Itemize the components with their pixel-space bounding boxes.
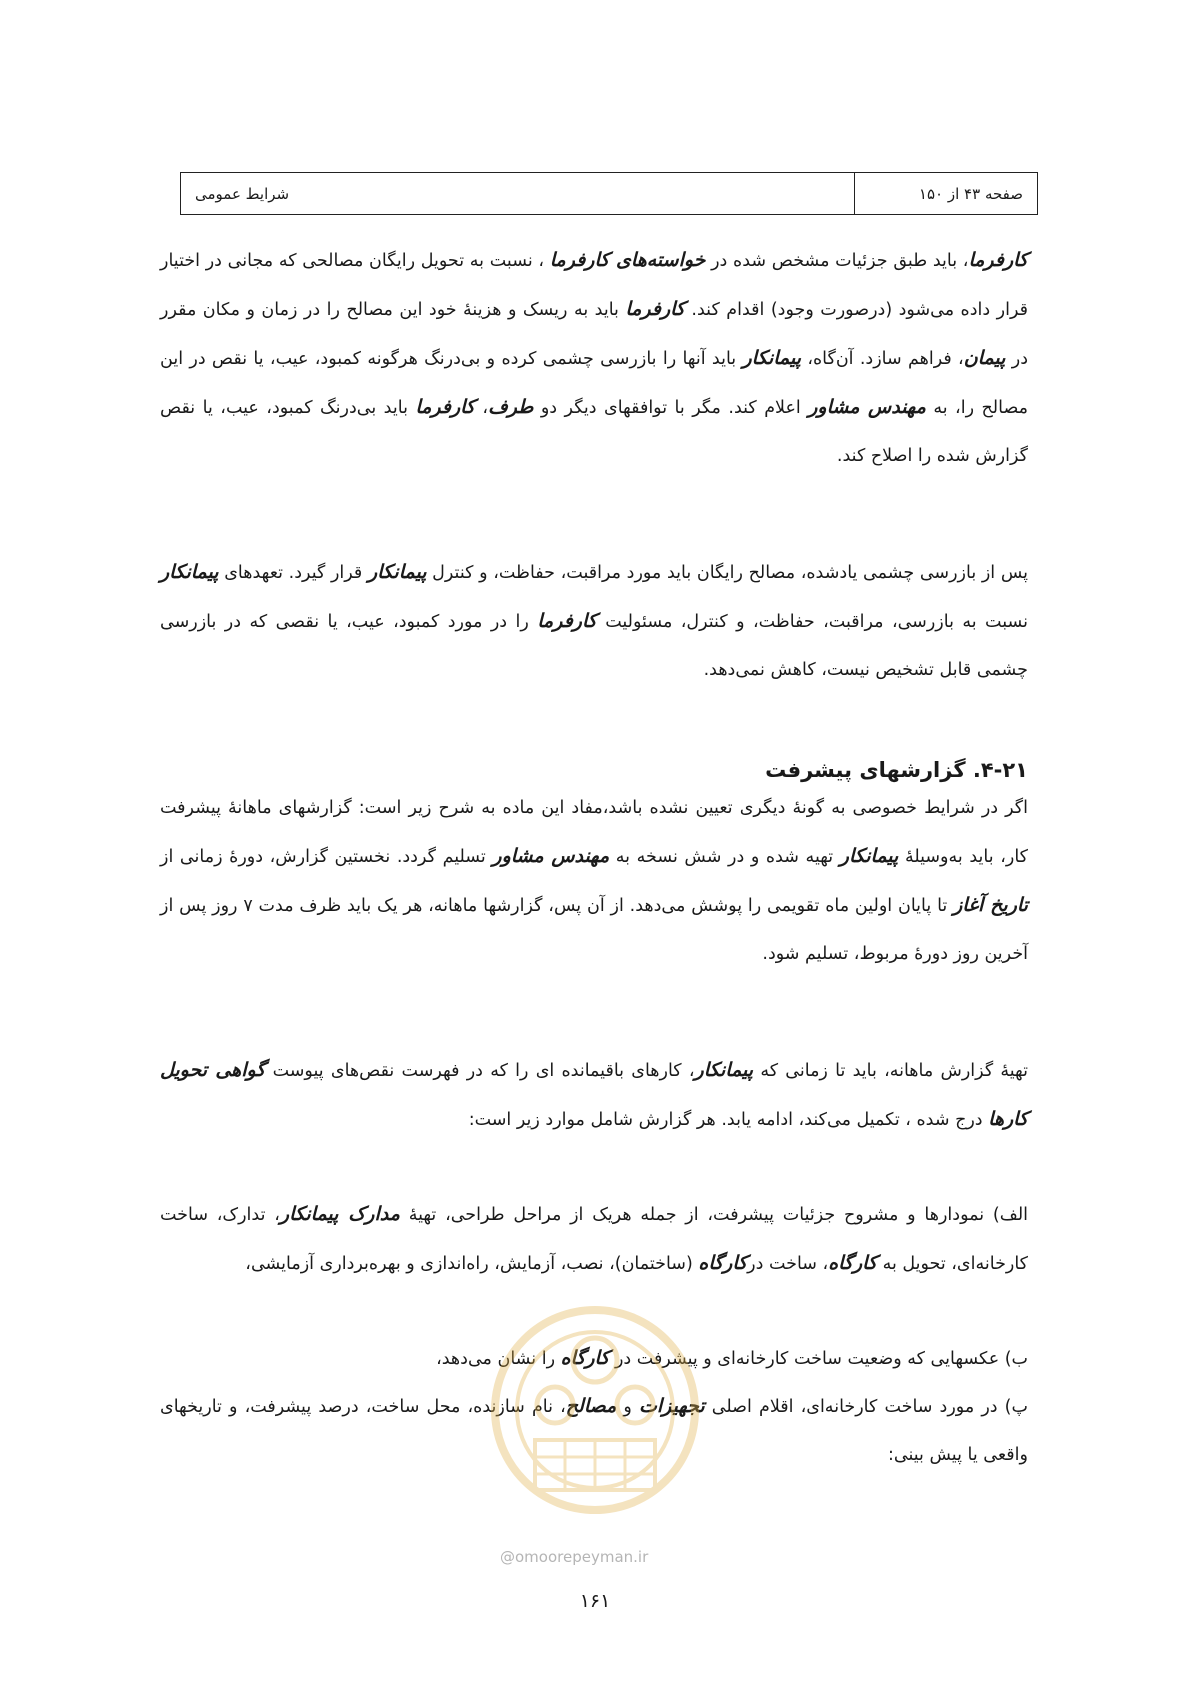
text: ، [474, 398, 489, 418]
text: تهیه شده و در شش نسخه به [609, 847, 840, 867]
term: گواهی تحویل کارها [160, 1059, 1028, 1130]
paragraph-5 [160, 1190, 1028, 1288]
term: مهندس مشاور [808, 396, 926, 418]
text: درج شده ، تکمیل می‌کند، ادامه یابد. هر گزارش شامل موارد زیر است: [468, 1110, 989, 1130]
term: پیمانکار [160, 561, 219, 583]
term: کارفرما [415, 396, 475, 418]
text: تهیهٔ گزارش ماهانه، باید تا زمانی که [753, 1061, 1028, 1081]
text: پ) در مورد ساخت کارخانه‌ای، اقلام اصلی [704, 1397, 1028, 1417]
term: طرف [488, 396, 534, 418]
text: (ساختمان)، نصب، آزمایش، راه‌اندازی و بهره‌برداری آزمایشی، [245, 1254, 699, 1274]
text: تا پایان اولین ماه تقویمی را پوشش می‌دهد. از آن پس، گزارشها ماهانه، هر یک باید ظرف مدت ۷ روز پس از آخرین روز دورهٔ مربوط، تسلیم شود. [160, 896, 1028, 964]
term: کارگاه [560, 1347, 610, 1369]
paragraph-2 [160, 548, 1028, 694]
page-header [180, 172, 1038, 215]
term: پیمانکار [367, 561, 427, 583]
term: پیمانکار [839, 845, 899, 867]
term: تاریخ آغاز [953, 894, 1028, 916]
term: کارفرما [537, 610, 597, 632]
text: ب) عکسهایی که وضعیت ساخت کارخانه‌ای و پیشرفت در [609, 1349, 1028, 1369]
term: مصالح [565, 1395, 617, 1417]
term: مهندس مشاور [492, 845, 610, 867]
text: اگر در شرایط خصوصی به گونهٔ دیگری تعیین نشده باشد،مفاد این ماده به شرح زیر است: گزارشهای ماهانهٔ پیشرفت کار، باید به‌وسیلهٔ [160, 798, 1029, 867]
watermark-seal-icon [480, 1300, 710, 1550]
text: اعلام کند. مگر با توافقهای دیگر دو [533, 398, 809, 418]
text: ، فراهم سازد. آن‌گاه، [801, 349, 964, 369]
text: ، تدارک، ساخت کارخانه‌ای، تحویل به [160, 1205, 1028, 1274]
page-number-label: صفحه ۴۳ از ۱۵۰ [854, 173, 1037, 214]
text: را در مورد کمبود، عیب، یا نقصی که در بازرسی چشمی قابل تشخیص نیست، کاهش نمی‌دهد. [160, 612, 1028, 680]
paragraph-1 [160, 236, 1028, 480]
term: پیمان [963, 347, 1006, 369]
text: تسلیم گردد. نخستین گزارش، دورهٔ زمانی از [160, 847, 493, 867]
page-number: ۱۶۱ [579, 1590, 611, 1612]
term: کارگاه [698, 1252, 748, 1274]
text: قرار گیرد. تعهدهای [218, 563, 368, 583]
text: الف) نمودارها و مشروح جزئیات پیشرفت، از جمله هریک از مراحل طراحی، تهیهٔ [399, 1205, 1029, 1225]
paragraph-3 [160, 784, 1028, 978]
text: پس از بازرسی چشمی یادشده، مصالح رایگان باید مورد مراقبت، حفاظت، و کنترل [426, 563, 1028, 583]
text: ، باید طبق جزئیات مشخص شده در [705, 251, 969, 271]
text: نسبت به بازرسی، مراقبت، حفاظت، و کنترل، مسئولیت [596, 612, 1029, 632]
term: کارفرما [968, 249, 1028, 271]
text: و [616, 1397, 639, 1417]
text: ، نام سازنده، محل ساخت، درصد پیشرفت، و تاریخهای واقعی یا پیش بینی: [160, 1397, 1028, 1465]
text: ، ساخت در [747, 1254, 829, 1274]
term: کارگاه [828, 1252, 877, 1274]
term: کارفرما [625, 298, 685, 320]
term: خواسته‌های کارفرما [549, 249, 706, 271]
text: باید بی‌درنگ کمبود، عیب، یا نقص گزارش شده را اصلاح کند. [160, 398, 1028, 466]
text: را نشان می‌دهد، [436, 1349, 561, 1369]
watermark-url: @omoorepeyman.ir [500, 1548, 649, 1566]
text: ، کارهای باقیمانده ای را که در فهرست نقص‌های پیوست [265, 1061, 695, 1081]
text: ، نسبت به تحویل رایگان مصالحی که مجانی در اختیار قرار داده می‌شود (درصورت وجود) اقدام کند. [160, 251, 1028, 320]
text: باید به ریسک و هزینهٔ خود این مصالح را در زمان و مکان مقرر در [160, 300, 1029, 369]
term: مدارک پیمانکار [279, 1203, 400, 1225]
section-title: شرایط عمومی [195, 184, 290, 203]
term: پیمانکار [694, 1059, 754, 1081]
section-heading: ۴-۲۱. گزارشهای پیشرفت [765, 758, 1028, 782]
text: باید آنها را بازرسی چشمی کرده و بی‌درنگ هرگونه کمبود، عیب، یا نقص در این مصالح را، به [160, 349, 1028, 418]
term: پیمانکار [742, 347, 802, 369]
term: تجهیزات [638, 1395, 705, 1417]
paragraph-4 [160, 1046, 1028, 1144]
